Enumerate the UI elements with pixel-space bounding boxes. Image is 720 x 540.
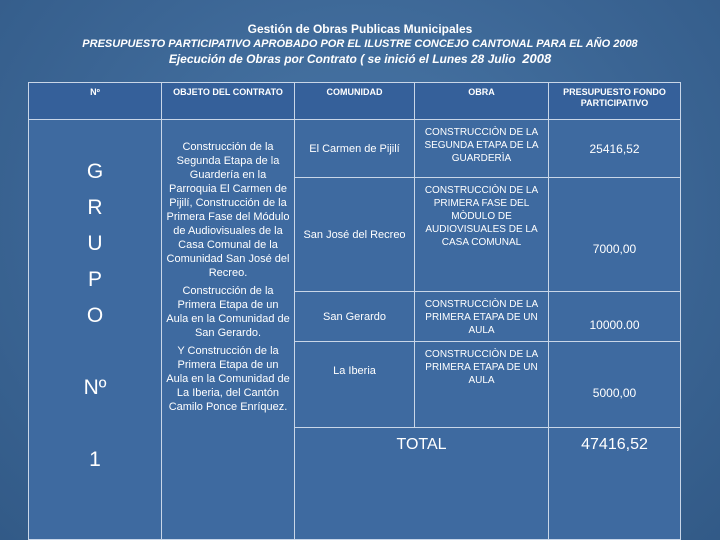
obra-cell: CONSTRUCCIÒN DE LA SEGUNDA ETAPA DE LA GUARDERÌA	[415, 120, 549, 178]
grupo-letter: P	[87, 268, 102, 291]
presupuesto-cell: 5000,00	[549, 342, 681, 428]
objeto-paragraph: Construcción de la Segunda Etapa de la Guardería en la Parroquia El Carmen de Pijilí, Construcción de la Primera Fase del Módulo de Audiovisuales de la Casa Comunal de la Comunidad San José del Recreo.	[166, 141, 290, 279]
objeto-paragraph: Y Construcción de la Primera Etapa de un Aula en la Comunidad de La Iberia, del Cantón Camilo Ponce Enríquez.	[166, 345, 290, 413]
grupo-cell	[29, 120, 162, 540]
comunidad-cell: San José del Recreo	[295, 178, 415, 292]
objeto-paragraph: Construcción de la Primera Etapa de un Aula en la Comunidad de San Gerardo.	[166, 285, 290, 339]
obra-cell: CONSTRUCCIÒN DE LA PRIMERA FASE DEL MÒDULO DE AUDIOVISUALES DE LA CASA COMUNAL	[415, 178, 549, 292]
header-row	[29, 83, 681, 120]
grupo-letter: O	[86, 304, 104, 327]
title-line-3	[0, 51, 720, 67]
grupo-letter: U	[87, 232, 103, 255]
header-comunidad: COMUNIDAD	[295, 83, 415, 120]
header-obra: OBRA	[415, 83, 549, 120]
grupo-letter: R	[87, 196, 103, 219]
presupuesto-cell: 7000,00	[549, 178, 681, 292]
grupo-letter: G	[86, 160, 104, 183]
title-line-3-year: 2008	[522, 51, 552, 66]
grupo-num-value: 1	[89, 448, 101, 471]
slide-title-block	[0, 22, 720, 67]
presupuesto-cell: 10000.00	[549, 292, 681, 342]
header-objeto: OBJETO DEL CONTRATO	[162, 83, 295, 120]
total-label: TOTAL	[295, 428, 549, 540]
table-row	[29, 120, 681, 178]
budget-table	[28, 82, 681, 540]
presupuesto-cell: 25416,52	[549, 120, 681, 178]
header-num: Nº	[29, 83, 162, 120]
comunidad-cell: La Iberia	[295, 342, 415, 428]
comunidad-cell: El Carmen de Pijilí	[295, 120, 415, 178]
total-value: 47416,52	[549, 428, 681, 540]
obra-cell: CONSTRUCCIÒN DE LA PRIMERA ETAPA DE UN AULA	[415, 342, 549, 428]
comunidad-cell: San Gerardo	[295, 292, 415, 342]
objeto-cell	[162, 120, 295, 540]
header-presupuesto: PRESUPUESTO FONDO PARTICIPATIVO	[549, 83, 681, 120]
title-line-2: PRESUPUESTO PARTICIPATIVO APROBADO POR EL ILUSTRE CONCEJO CANTONAL PARA EL AÑO 2008	[82, 38, 638, 50]
title-line-3-text: Ejecución de Obras por Contrato ( se inició el Lunes 28 Julio	[168, 52, 516, 66]
grupo-num-label: Nº	[83, 376, 107, 399]
title-line-1: Gestión de Obras Publicas Municipales	[247, 22, 473, 36]
obra-cell: CONSTRUCCIÒN DE LA PRIMERA ETAPA DE UN AULA	[415, 292, 549, 342]
